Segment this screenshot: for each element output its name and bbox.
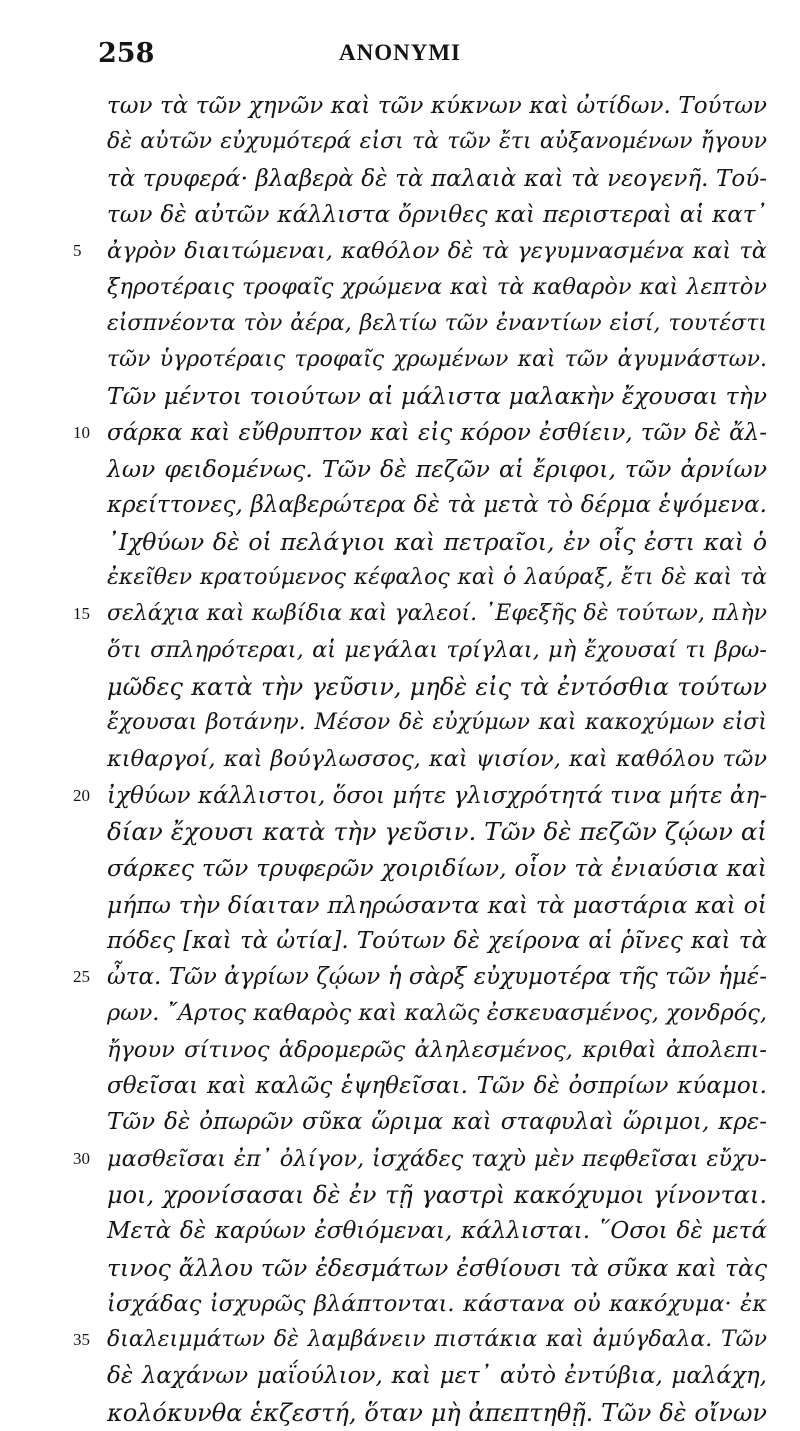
line-text: μῶδες κατὰ τὴν γεῦσιν, μηδὲ εἰς τὰ ἐντόσθια τούτων bbox=[107, 672, 767, 701]
line-text: ὦτα. Τῶν ἀγρίων ζῴων ἡ σὰρξ εὐχυμοτέρα τῆς τῶν ἡμέ- bbox=[107, 964, 767, 991]
text-line bbox=[0, 306, 800, 342]
line-text: κολόκυνθα ἑκζεστή, ὅταν μὴ ἀπεπτηθῇ. Τῶν δὲ οἴνων bbox=[107, 1398, 767, 1427]
line-text: ἰσχάδας ἰσχυρῶς βλάπτονται. κάστανα οὐ κακόχυμα· ἐκ bbox=[107, 1290, 767, 1317]
text-line bbox=[0, 705, 800, 741]
line-text: δὲ λαχάνων μαΐούλιον, καὶ μετ᾽ αὐτὸ ἐντύβια, μαλάχη, bbox=[107, 1363, 767, 1390]
line-text: σάρκες τῶν τρυφερῶν χοιριδίων, οἷον τὰ ἐνιαύσια καὶ bbox=[107, 854, 767, 883]
line-number: 5 bbox=[73, 241, 82, 261]
text-line bbox=[0, 1068, 800, 1104]
text-line bbox=[0, 124, 800, 160]
line-text: Τῶν μέντοι τοιούτων αἱ μάλιστα μαλακὴν ἔχουσαι τὴν bbox=[107, 382, 767, 411]
text-line bbox=[0, 1250, 800, 1286]
text-line bbox=[0, 524, 800, 560]
text-line bbox=[0, 1358, 800, 1394]
text-line bbox=[0, 596, 800, 632]
text-line bbox=[0, 923, 800, 959]
greek-text-body bbox=[0, 88, 800, 1431]
line-text: ἤγουν σίτινος ἁδρομερῶς ἀληλεσμένος, κριθαὶ ἀπολεπι- bbox=[107, 1036, 767, 1063]
text-line bbox=[0, 1213, 800, 1249]
text-line bbox=[0, 161, 800, 197]
page-number: 258 bbox=[98, 38, 155, 69]
line-number: 25 bbox=[73, 967, 90, 987]
line-text: τινος ἄλλου τῶν ἐδεσμάτων ἐσθίουσι τὰ σῦκα καὶ τὰς bbox=[107, 1253, 767, 1282]
line-number: 10 bbox=[73, 422, 90, 442]
line-text: λων φειδομένως. Τῶν δὲ πεζῶν αἱ ἔριφοι, τῶν ἀρνίων bbox=[107, 454, 767, 483]
text-line bbox=[0, 1322, 800, 1358]
text-line bbox=[0, 1104, 800, 1140]
text-line bbox=[0, 1286, 800, 1322]
line-text: ὅτι σπληρότεραι, αἱ μεγάλαι τρίγλαι, μὴ ἔχουσαί τι βρω- bbox=[107, 637, 767, 664]
text-line bbox=[0, 850, 800, 886]
line-text: διαλειμμάτων δὲ λαμβάνειν πιστάκια καὶ ἀμύγδαλα. Τῶν bbox=[107, 1327, 767, 1353]
text-line bbox=[0, 378, 800, 414]
line-text: ἰχθύων κάλλιστοι, ὅσοι μήτε γλισχρότητά τινα μήτε ἀη- bbox=[107, 782, 767, 809]
text-line bbox=[0, 487, 800, 523]
line-number: 35 bbox=[73, 1330, 90, 1350]
line-text: ἐκεῖθεν κρατούμενος κέφαλος καὶ ὁ λαύραξ, ἔτι δὲ καὶ τὰ bbox=[107, 564, 767, 590]
text-line bbox=[0, 1032, 800, 1068]
line-text: ξηροτέραις τροφαῖς χρώμενα καὶ τὰ καθαρὸν καὶ λεπτὸν bbox=[107, 274, 767, 301]
line-text: πόδες [καὶ τὰ ὠτία]. Τούτων δὲ χείρονα αἱ ῥῖνες καὶ τὰ bbox=[107, 927, 767, 954]
line-text: των δὲ αὐτῶν κάλλιστα ὄρνιθες καὶ περιστεραὶ αἱ κατ᾽ bbox=[107, 201, 767, 228]
text-line bbox=[0, 814, 800, 850]
line-text: Μετὰ δὲ καρύων ἐσθιόμεναι, κάλλισται. ῞Οσοι δὲ μετά bbox=[107, 1218, 767, 1245]
text-line bbox=[0, 1395, 800, 1431]
line-text: τὰ τρυφερά· βλαβερὰ δὲ τὰ παλαιὰ καὶ τὰ νεογενῆ. Τού- bbox=[107, 165, 767, 192]
line-text: κρείττονες, βλαβερώτερα δὲ τὰ μετὰ τὸ δέρμα ἑψόμενα. bbox=[107, 492, 767, 519]
line-text: μήπω τὴν δίαιταν πληρώσαντα καὶ τὰ μαστάρια καὶ οἱ bbox=[107, 890, 767, 919]
text-line bbox=[0, 741, 800, 777]
text-line bbox=[0, 197, 800, 233]
text-line bbox=[0, 1141, 800, 1177]
line-number: 30 bbox=[73, 1148, 90, 1168]
line-number: 20 bbox=[73, 785, 90, 805]
line-text: ἔχουσαι βοτάνην. Μέσον δὲ εὐχύμων καὶ κακοχύμων εἰσὶ bbox=[107, 710, 767, 736]
text-line bbox=[0, 669, 800, 705]
text-line bbox=[0, 1177, 800, 1213]
line-number: 15 bbox=[73, 604, 90, 624]
line-text: δὲ αὐτῶν εὐχυμότερά εἰσι τὰ τῶν ἔτι αὐξανομένων ἤγουν bbox=[107, 129, 767, 155]
line-text: σελάχια καὶ κωβίδια καὶ γαλεοί. ᾽Εφεξῆς δὲ τούτων, πλὴν bbox=[107, 601, 767, 627]
text-line bbox=[0, 887, 800, 923]
page-header bbox=[0, 38, 800, 78]
text-line bbox=[0, 88, 800, 124]
text-line bbox=[0, 560, 800, 596]
line-text: τῶν ὑγροτέραις τροφαῖς χρωμένων καὶ τῶν ἀγυμνάστων. bbox=[107, 347, 767, 373]
text-line bbox=[0, 959, 800, 995]
text-line bbox=[0, 778, 800, 814]
line-text: σάρκα καὶ εὔθρυπτον καὶ εἰς κόρον ἐσθίειν, τῶν δὲ ἄλ- bbox=[107, 419, 767, 446]
running-head: ANONYMI bbox=[339, 40, 461, 65]
text-line bbox=[0, 451, 800, 487]
text-line bbox=[0, 269, 800, 305]
text-line bbox=[0, 995, 800, 1031]
line-text: μασθεῖσαι ἐπ᾽ ὀλίγον, ἰσχάδες ταχὺ μὲν πεφθεῖσαι εὔχυ- bbox=[107, 1145, 767, 1172]
line-text: Τῶν δὲ ὀπωρῶν σῦκα ὥριμα καὶ σταφυλαὶ ὥριμοι, κρε- bbox=[107, 1109, 767, 1136]
text-line bbox=[0, 415, 800, 451]
line-text: των τὰ τῶν χηνῶν καὶ τῶν κύκνων καὶ ὠτίδων. Τούτων bbox=[107, 93, 767, 119]
line-text: δίαν ἔχουσι κατὰ τὴν γεῦσιν. Τῶν δὲ πεζῶν ζῴων αἱ bbox=[107, 816, 767, 846]
line-text: ἀγρὸν διαιτώμεναι, καθόλον δὲ τὰ γεγυμνασμένα καὶ τὰ bbox=[107, 238, 767, 265]
line-text: ρων. ῎Αρτος καθαρὸς καὶ καλῶς ἐσκευασμένος, χονδρός, bbox=[107, 1000, 767, 1027]
text-line bbox=[0, 342, 800, 378]
line-text: σθεῖσαι καὶ καλῶς ἑψηθεῖσαι. Τῶν δὲ ὀσπρίων κύαμοι. bbox=[107, 1073, 767, 1100]
text-line bbox=[0, 632, 800, 668]
text-line bbox=[0, 233, 800, 269]
line-text: μοι, χρονίσασαι δὲ ἐν τῇ γαστρὶ κακόχυμοι γίνονται. bbox=[107, 1180, 767, 1209]
line-text: εἰσπνέοντα τὸν ἀέρα, βελτίω τῶν ἐναντίων εἰσί, τουτέστι bbox=[107, 310, 767, 336]
line-text: ᾽Ιχθύων δὲ οἱ πελάγιοι καὶ πετραῖοι, ἐν οἷς ἐστι καὶ ὁ bbox=[107, 527, 767, 556]
line-text: κιθαργοί, καὶ βούγλωσσος, καὶ ψισίον, καὶ καθόλου τῶν bbox=[107, 746, 767, 773]
